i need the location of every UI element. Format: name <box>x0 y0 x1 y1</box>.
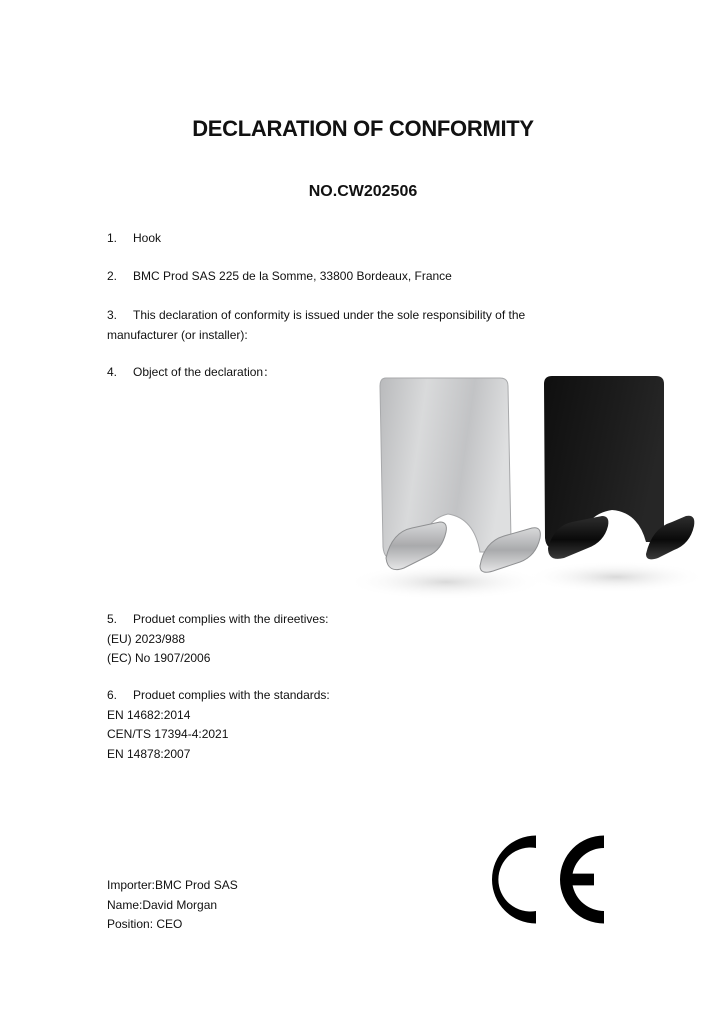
item-number: 1. <box>107 231 118 245</box>
item-number: 3. <box>107 308 118 322</box>
standard-item: EN 14878:2007 <box>107 746 191 761</box>
directive-item: (EU) 2023/988 <box>107 631 186 646</box>
standard-item: EN 14682:2014 <box>107 707 191 722</box>
item-text: BMC Prod SAS 225 de la Somme, 33800 Bordeaux, France <box>133 269 452 283</box>
item-number: 4. <box>107 365 118 379</box>
directive-item: (EC) No 1907/2006 <box>107 651 211 665</box>
signer-position: Position: CEO <box>107 917 183 931</box>
product-image <box>356 372 702 606</box>
item-text: Object of the declaration： <box>133 365 276 379</box>
standards-heading: Produet complies with the standards: <box>133 688 330 702</box>
item-text: This declaration of conformity is issued under the sole responsibility of the <box>133 308 526 322</box>
directives-section <box>107 610 328 669</box>
item-number: 5. <box>107 612 118 626</box>
item-product-name <box>107 229 161 249</box>
signer-block <box>107 876 238 935</box>
document-title: DECLARATION OF CONFORMITY <box>192 116 534 141</box>
item-text-continuation: manufacturer (or installer): <box>107 327 248 342</box>
item-text: Hook <box>133 231 162 245</box>
item-number: 6. <box>107 688 118 702</box>
importer-line: Importer:BMC Prod SAS <box>107 878 238 892</box>
directives-heading: Produet complies with the direetives: <box>133 612 329 626</box>
item-manufacturer <box>107 267 452 287</box>
signer-name: Name:David Morgan <box>107 897 218 912</box>
standards-section <box>107 686 330 764</box>
declaration-number: NO.CW202506 <box>308 183 418 200</box>
item-object <box>107 363 275 383</box>
standard-item: CEN/TS 17394-4:2021 <box>107 727 229 741</box>
ce-mark-icon <box>480 831 606 928</box>
item-responsibility <box>107 306 525 345</box>
item-number: 2. <box>107 269 118 283</box>
